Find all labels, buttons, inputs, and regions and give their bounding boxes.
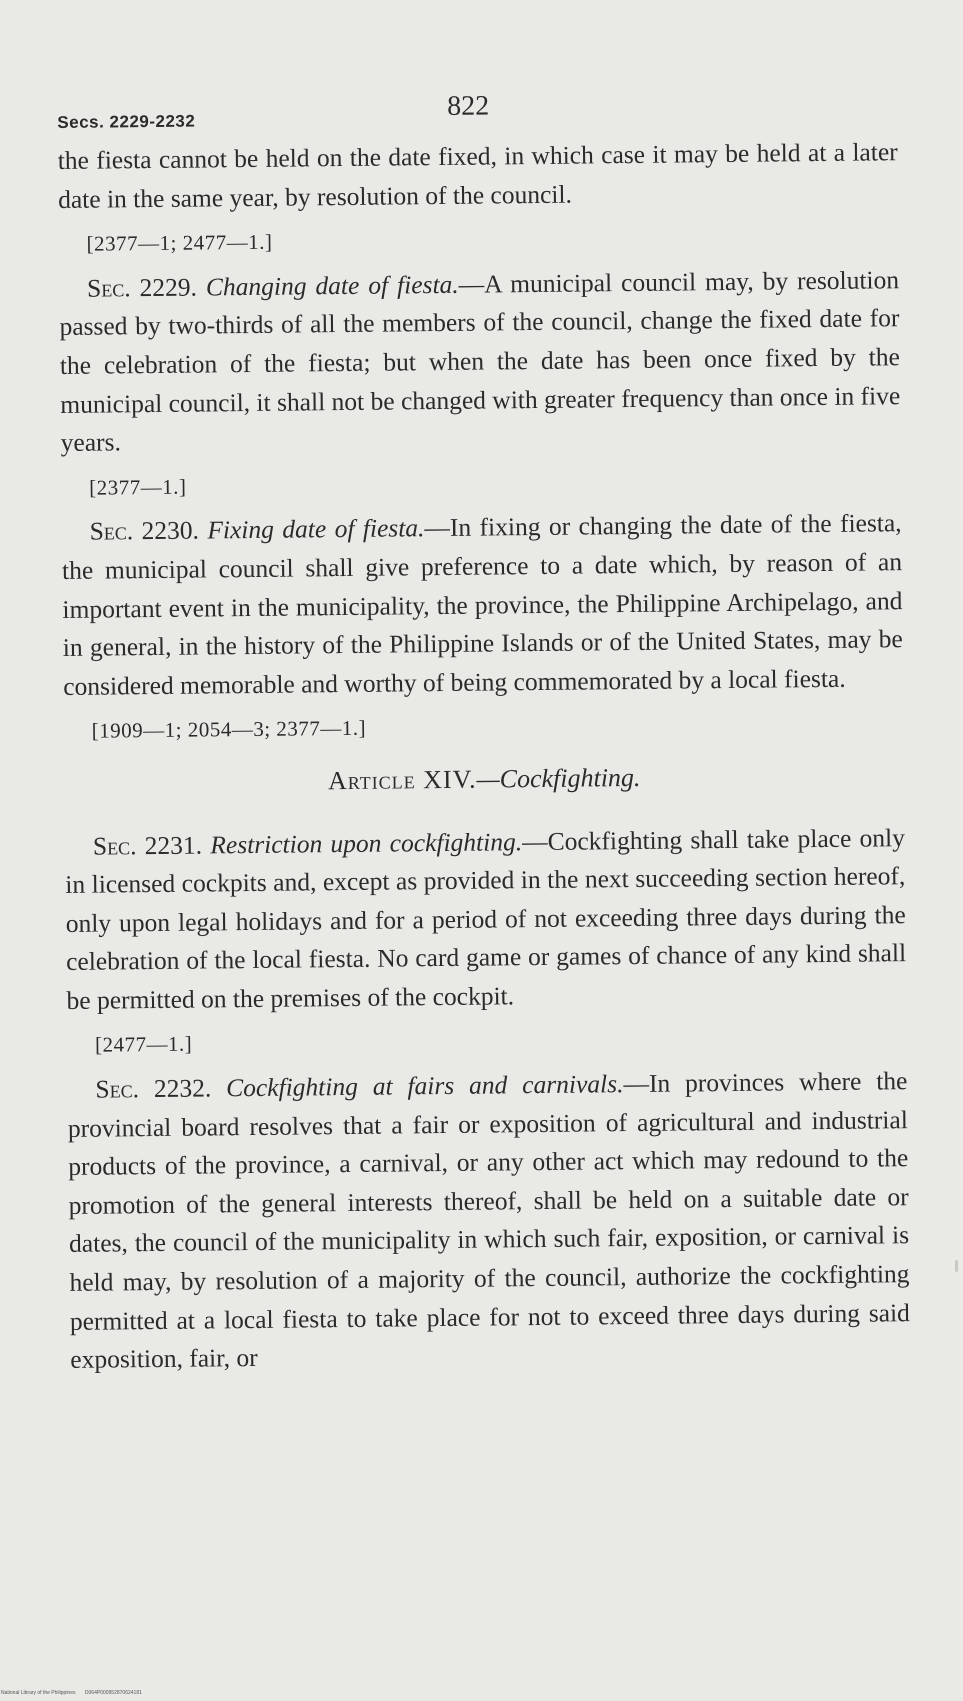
- section-label: Sec. 2231.: [92, 830, 203, 861]
- section-2230: [61, 505, 903, 707]
- scan-footer: [1, 1690, 142, 1696]
- section-label: Sec. 2229.: [86, 272, 198, 303]
- section-title: Changing date of fiesta.: [205, 269, 459, 302]
- source-note: [2477—1.]: [94, 1032, 193, 1058]
- continued-paragraph: the fiesta cannot be held on the date fixed, in which case it may be held at a later date in the same year, by resolution of the council.: [57, 137, 898, 214]
- section-title: Restriction upon cockfighting.: [210, 826, 523, 859]
- page-header: [57, 81, 897, 142]
- section-2231: [65, 819, 907, 1021]
- article-label: Article XIV.: [327, 764, 477, 796]
- footer-library: National Library of the Philippines: [1, 1690, 76, 1696]
- section-2232: [67, 1062, 910, 1380]
- source-note: [2377—1.]: [89, 474, 187, 500]
- margin-speck: [955, 1260, 958, 1272]
- section-title: Cockfighting at fairs and carnivals.: [225, 1069, 624, 1103]
- section-text: —A municipal council may, by resolution passed by two-thirds of all the members of the council, change the fixed date for the celebration of the fiesta; but when the date has been once fixed by the municipal council, it shall not be changed with greater frequency than once in five years.: [59, 264, 901, 458]
- page-body: [57, 81, 910, 1380]
- article-heading: [64, 756, 904, 803]
- footer-code: D064P000952870624181: [84, 1690, 142, 1696]
- running-head: Secs. 2229-2232: [57, 111, 196, 132]
- source-note: [2377—1; 2477—1.]: [86, 229, 273, 256]
- section-text: —In fixing or changing the date of the fiesta, the municipal council shall give preference to a date which, by reason of an important event in the municipality, the province, the Philippine Archipelago, and in general, in the history of the Philippine Islands or of the United States, may be considered memorable and worthy of being commemorated by a local fiesta.: [61, 508, 903, 701]
- article-title: —Cockfighting.: [476, 762, 641, 794]
- section-2229: [59, 261, 901, 463]
- section-text: —Cockfighting shall take place only in licensed cockpits and, except as provided in the next succeeding section hereof, only upon legal holidays and for a period of not exceeding three days during the celebration of the local fiesta. No card game or games of chance of any kind shall be permitted on the premises of the cockpit.: [65, 822, 907, 1015]
- section-label: Sec. 2230.: [89, 515, 200, 547]
- page-number: 822: [447, 90, 490, 122]
- source-note: [1909—1; 2054—3; 2377—1.]: [91, 716, 367, 743]
- section-label: Sec. 2232.: [95, 1073, 212, 1104]
- section-title: Fixing date of fiesta.: [207, 513, 425, 545]
- section-text: —In provinces where the provincial board resolves that a fair or exposition of agricultural and industrial products of the province, a carnival, or any other act which may redound to the promotion of the general interests thereof, shall be held on a suitable date or dates, the council of the municipality in which such fair, exposition, or carnival is held may, by resolution of a majority of the council, authorize the cockfighting permitted at a local fiesta to take place for not to exceed three days during said exposition, fair, or: [67, 1066, 910, 1375]
